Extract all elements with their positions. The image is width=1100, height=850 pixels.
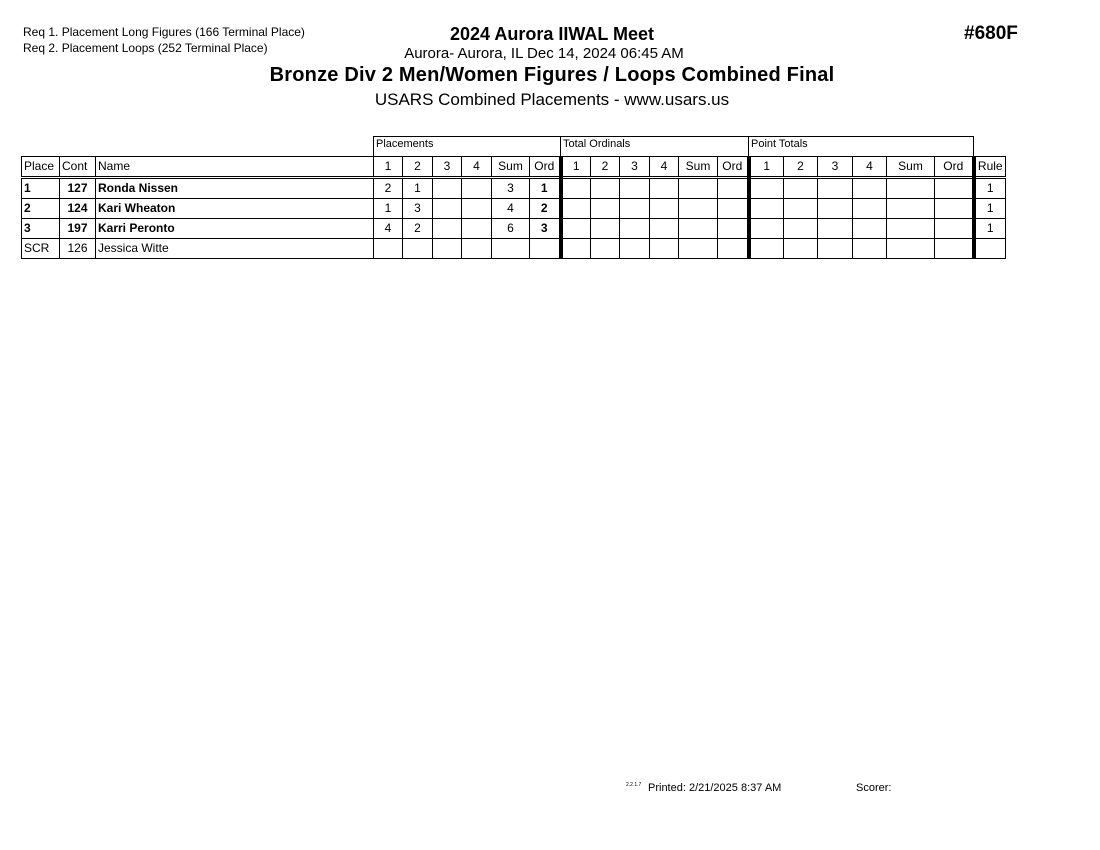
to-ord-cell [718,178,749,199]
pt-4-cell [853,199,887,219]
pt-sum-cell [887,239,935,259]
to-4-cell [650,178,679,199]
pt-ord-cell [935,178,974,199]
col-pt-sum: Sum [887,157,935,178]
pt-1-cell [749,199,784,219]
pt-3-cell [818,219,853,239]
group-total-ordinals: Total Ordinals [561,137,749,157]
to-2-cell [591,239,620,259]
name-cell: Kari Wheaton [96,199,374,219]
to-ord-cell [718,199,749,219]
table-row [22,178,1006,199]
pt-2-cell [784,219,818,239]
subtitle: USARS Combined Placements - www.usars.us [374,90,730,109]
place-cell: SCR [22,239,60,259]
col-to-sum: Sum [679,157,718,178]
pt-2-cell [784,178,818,199]
version-label: 2.2.1.7 [626,782,642,788]
column-header-row [22,157,1006,178]
col-to-2: 2 [591,157,620,178]
col-pl-3: 3 [433,157,462,178]
pl-1-cell: 4 [374,219,403,239]
pl-3-cell [433,199,462,219]
pl-4-cell [462,178,492,199]
pl-4-cell [462,219,492,239]
col-pt-4: 4 [853,157,887,178]
col-pt-1: 1 [749,157,784,178]
location-date: Aurora- Aurora, IL Dec 14, 2024 06:45 AM [404,45,684,62]
to-1-cell [561,199,591,219]
col-to-ord: Ord [718,157,749,178]
pt-sum-cell [887,219,935,239]
pl-sum-cell: 4 [492,199,530,219]
requirement-1: Req 1. Placement Long Figures (166 Terminal Place) [23,25,305,39]
cont-cell: 124 [60,199,96,219]
cont-cell: 127 [60,178,96,199]
to-1-cell [561,178,591,199]
name-cell: Ronda Nissen [96,178,374,199]
pl-sum-cell: 3 [492,178,530,199]
to-ord-cell [718,219,749,239]
pt-2-cell [784,199,818,219]
to-1-cell [561,219,591,239]
pt-ord-cell [935,239,974,259]
cont-cell: 126 [60,239,96,259]
rule-cell: 1 [974,219,1006,239]
to-3-cell [620,219,650,239]
pl-1-cell: 2 [374,178,403,199]
pl-ord-cell: 3 [530,219,561,239]
pt-ord-cell [935,219,974,239]
col-pt-2: 2 [784,157,818,178]
to-sum-cell [679,219,718,239]
col-pl-sum: Sum [492,157,530,178]
table-row [22,239,1006,259]
to-ord-cell [718,239,749,259]
requirement-2: Req 2. Placement Loops (252 Terminal Place) [23,41,268,55]
pl-sum-cell [492,239,530,259]
col-to-4: 4 [650,157,679,178]
group-placements: Placements [374,137,561,157]
pt-sum-cell [887,178,935,199]
group-point-totals: Point Totals [749,137,974,157]
pl-2-cell: 1 [403,178,433,199]
to-4-cell [650,239,679,259]
cont-cell: 197 [60,219,96,239]
pt-4-cell [853,239,887,259]
scorer-label: Scorer: [856,782,892,794]
printed-timestamp: Printed: 2/21/2025 8:37 AM [648,782,782,794]
col-place: Place [22,157,60,178]
to-2-cell [591,199,620,219]
pl-3-cell [433,178,462,199]
to-2-cell [591,219,620,239]
pt-1-cell [749,219,784,239]
to-2-cell [591,178,620,199]
name-cell: Jessica Witte [96,239,374,259]
results-table [21,136,1006,259]
col-to-1: 1 [561,157,591,178]
pl-sum-cell: 6 [492,219,530,239]
pt-3-cell [818,178,853,199]
pt-2-cell [784,239,818,259]
to-sum-cell [679,239,718,259]
pt-1-cell [749,178,784,199]
col-pl-ord: Ord [530,157,561,178]
to-3-cell [620,178,650,199]
pl-2-cell: 2 [403,219,433,239]
to-1-cell [561,239,591,259]
pt-ord-cell [935,199,974,219]
to-sum-cell [679,178,718,199]
to-sum-cell [679,199,718,219]
pl-1-cell [374,239,403,259]
pl-ord-cell: 2 [530,199,561,219]
place-cell: 1 [22,178,60,199]
to-3-cell [620,239,650,259]
pt-1-cell [749,239,784,259]
place-cell: 2 [22,199,60,219]
table-row [22,199,1006,219]
col-name: Name [96,157,374,178]
col-to-3: 3 [620,157,650,178]
pl-ord-cell: 1 [530,178,561,199]
pl-3-cell [433,239,462,259]
pt-4-cell [853,178,887,199]
rule-cell: 1 [974,178,1006,199]
place-cell: 3 [22,219,60,239]
pt-4-cell [853,219,887,239]
pt-3-cell [818,199,853,219]
col-pl-2: 2 [403,157,433,178]
pt-3-cell [818,239,853,259]
pl-ord-cell [530,239,561,259]
event-title: Bronze Div 2 Men/Women Figures / Loops Combined Final [269,64,835,86]
pl-2-cell [403,239,433,259]
table-row [22,219,1006,239]
to-4-cell [650,219,679,239]
pl-4-cell [462,239,492,259]
name-cell: Karri Peronto [96,219,374,239]
pl-1-cell: 1 [374,199,403,219]
to-4-cell [650,199,679,219]
group-header-row [22,137,1006,157]
col-pl-4: 4 [462,157,492,178]
event-code: #680F [964,23,1018,44]
col-cont: Cont [60,157,96,178]
col-rule: Rule [974,157,1006,178]
meet-title: 2024 Aurora IIWAL Meet [449,24,655,44]
rule-cell [974,239,1006,259]
col-pt-ord: Ord [935,157,974,178]
col-pt-3: 3 [818,157,853,178]
pl-2-cell: 3 [403,199,433,219]
pl-4-cell [462,199,492,219]
pt-sum-cell [887,199,935,219]
col-pl-1: 1 [374,157,403,178]
to-3-cell [620,199,650,219]
rule-cell: 1 [974,199,1006,219]
pl-3-cell [433,219,462,239]
